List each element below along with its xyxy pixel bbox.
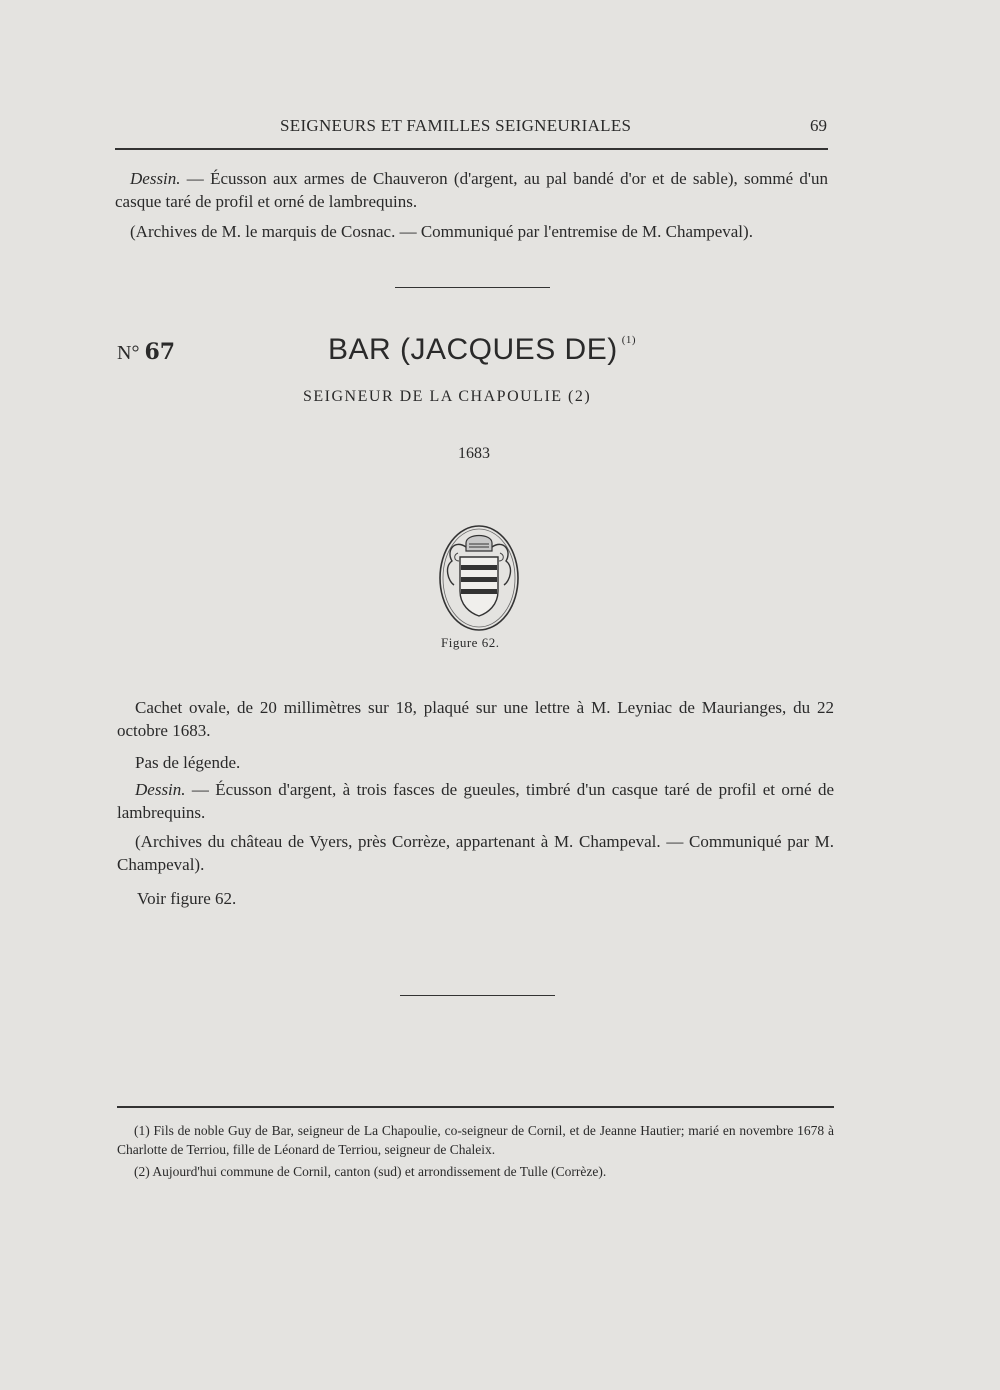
page-number: 69: [810, 116, 827, 135]
footnote-1: (1) Fils de noble Guy de Bar, seigneur de La Chapoulie, co-seigneur de Cornil, et de Jeanne Hautier; marié en novembre 1678 à Charlotte de Terriou, fille de Léonard de Terriou, seigneur de Chaleix.: [117, 1123, 834, 1157]
running-header-title: SEIGNEURS ET FAMILLES SEIGNEURIALES: [280, 116, 632, 135]
archives-paragraph: (Archives du château de Vyers, près Corrèze, appartenant à M. Champeval. — Communiqué par M. Champeval).: [117, 832, 834, 874]
previous-archives-paragraph: (Archives de M. le marquis de Cosnac. — Communiqué par l'entremise de M. Champeval).: [130, 222, 753, 241]
dessin-paragraph: [117, 778, 834, 824]
legend-paragraph: Pas de légende.: [135, 753, 241, 772]
footnote-rule: [117, 1106, 834, 1108]
entry-subtitle: SEIGNEUR DE LA CHAPOULIE (2): [303, 388, 592, 405]
figure-caption: Figure 62.: [441, 635, 500, 650]
entry-number: [117, 339, 175, 365]
dessin-text-2: — Écusson d'argent, à trois fasces de gueules, timbré d'un casque taré de profil et orné de lambrequins.: [117, 780, 834, 822]
seal-illustration: [436, 521, 522, 633]
description-paragraph: Cachet ovale, de 20 millimètres sur 18, plaqué sur une lettre à M. Leyniac de Maurianges, du 22 octobre 1683.: [117, 698, 834, 740]
dessin-label-2: Dessin.: [135, 780, 186, 799]
end-divider: [400, 995, 555, 996]
section-divider: [395, 287, 550, 288]
see-figure-paragraph: Voir figure 62.: [137, 889, 237, 908]
entry-number-value: 67: [144, 339, 176, 365]
entry-name-note: (1): [621, 334, 637, 346]
footnote-2: (2) Aujourd'hui commune de Cornil, canton (sud) et arrondissement de Tulle (Corrèze).: [134, 1164, 607, 1179]
entry-name-text: BAR (JACQUES DE): [328, 333, 618, 366]
entry-number-prefix: N°: [117, 342, 140, 364]
header-rule: [115, 148, 828, 150]
dessin-label: Dessin.: [130, 169, 181, 188]
dessin-text: — Écusson aux armes de Chauveron (d'argent, au pal bandé d'or et de sable), sommé d'un casque taré de profil et orné de lambrequins.: [115, 169, 828, 211]
previous-dessin-paragraph: [115, 167, 828, 213]
entry-name: [328, 333, 636, 367]
entry-year: 1683: [458, 445, 490, 462]
